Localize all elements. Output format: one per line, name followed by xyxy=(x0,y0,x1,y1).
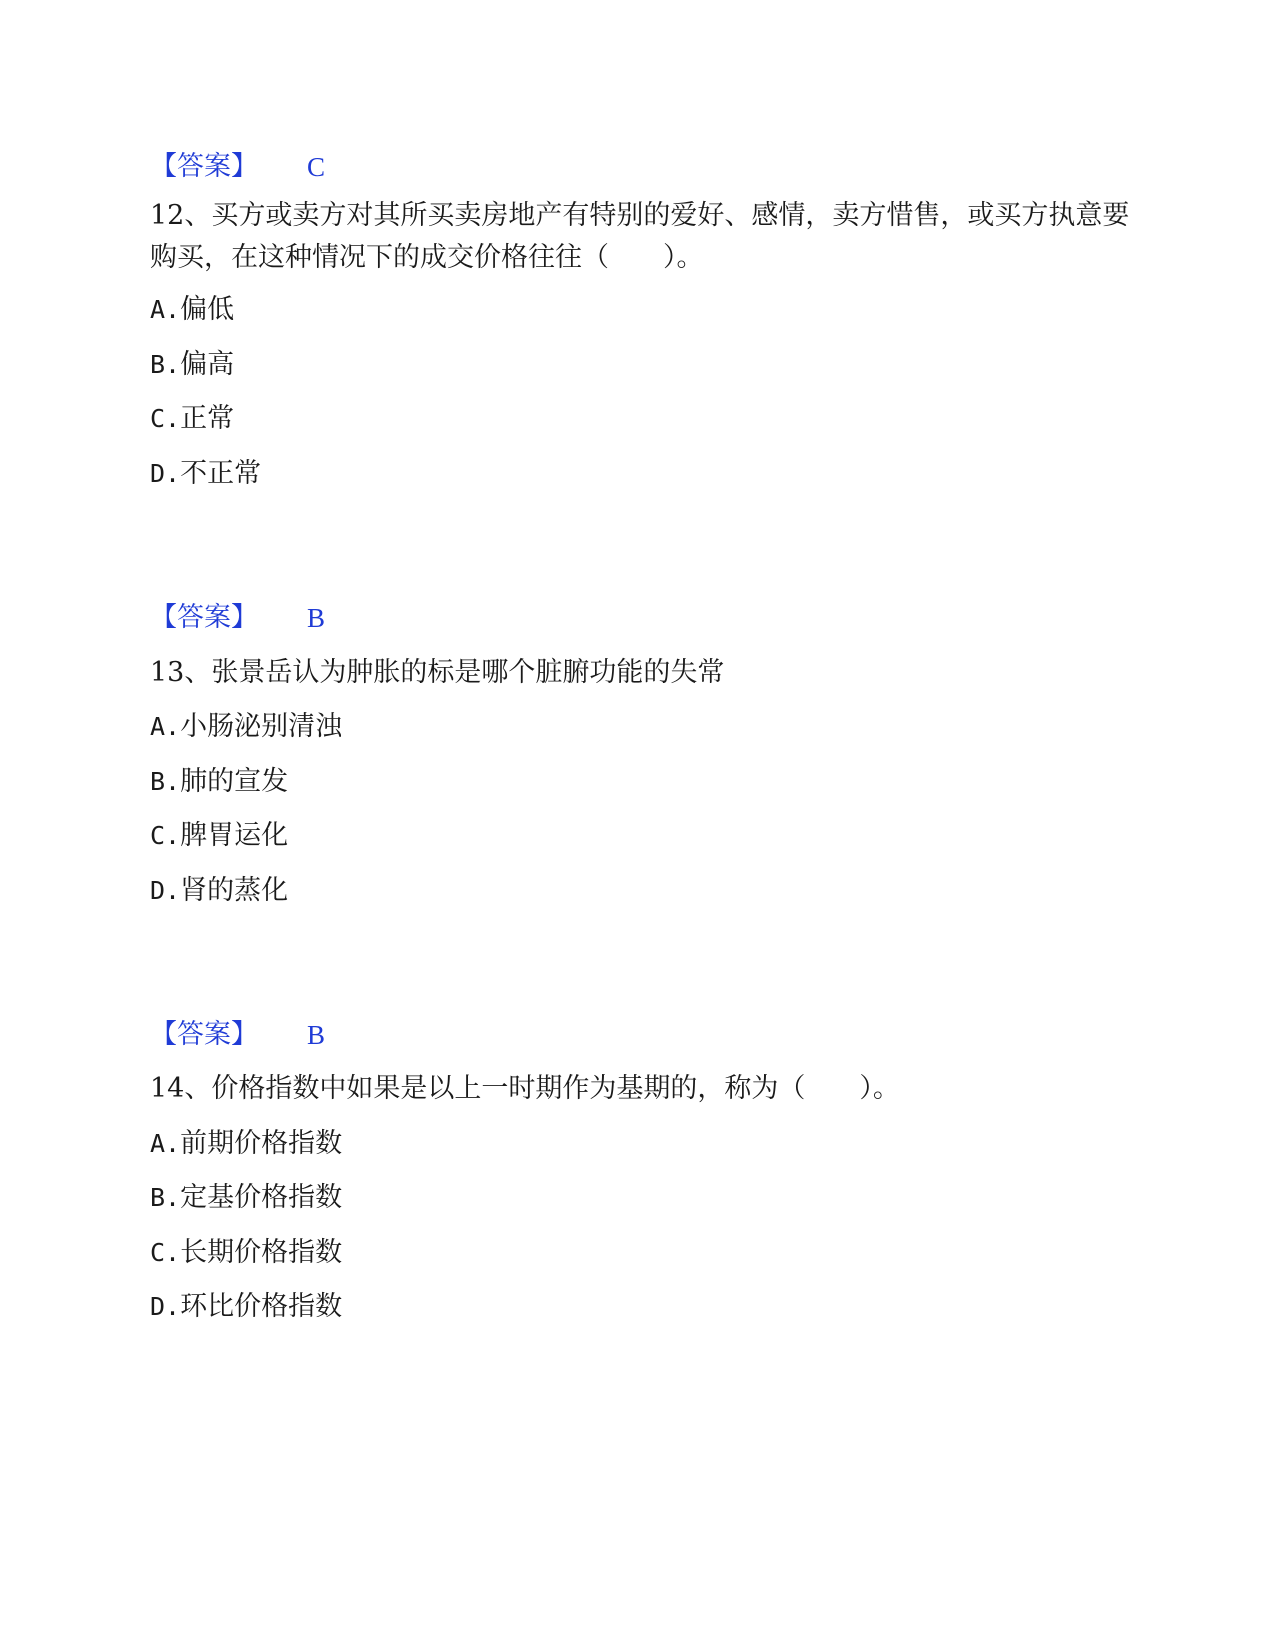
option-text: 前期价格指数 xyxy=(180,1128,343,1159)
answer-line xyxy=(150,598,326,638)
answer-label: 【答案】 xyxy=(150,151,258,182)
option-letter: C. xyxy=(150,821,181,850)
option-text: 不正常 xyxy=(180,458,262,489)
option-letter: B. xyxy=(150,350,181,379)
option-b xyxy=(150,345,234,385)
option-letter: B. xyxy=(150,767,181,796)
answer-value: B xyxy=(307,603,326,633)
option-d xyxy=(150,1287,342,1327)
option-d xyxy=(150,454,261,494)
question-text: 14、价格指数中如果是以上一时期作为基期的，称为（ ）。 xyxy=(150,1073,900,1104)
option-text: 环比价格指数 xyxy=(180,1291,343,1322)
option-letter: D. xyxy=(150,1292,181,1321)
option-a xyxy=(150,1124,342,1164)
option-text: 长期价格指数 xyxy=(180,1237,343,1268)
option-letter: D. xyxy=(150,876,181,905)
option-text: 定基价格指数 xyxy=(180,1182,343,1213)
option-text: 肾的蒸化 xyxy=(180,875,289,906)
answer-line xyxy=(150,1015,326,1055)
option-letter: A. xyxy=(150,295,181,324)
option-text: 偏低 xyxy=(180,294,235,325)
question-text: 13、张景岳认为肿胀的标是哪个脏腑功能的失常 xyxy=(150,657,725,688)
answer-line xyxy=(150,147,326,187)
option-letter: C. xyxy=(150,404,181,433)
option-text: 小肠泌别清浊 xyxy=(180,711,343,742)
option-b xyxy=(150,762,288,802)
answer-value: B xyxy=(307,1020,326,1050)
option-d xyxy=(150,871,288,911)
option-a xyxy=(150,290,234,330)
answer-value: C xyxy=(307,152,326,182)
answer-label: 【答案】 xyxy=(150,602,258,633)
option-c xyxy=(150,1233,342,1273)
answer-label: 【答案】 xyxy=(150,1019,258,1050)
option-letter: D. xyxy=(150,459,181,488)
option-text: 脾胃运化 xyxy=(180,820,289,851)
option-letter: C. xyxy=(150,1238,181,1267)
question-text: 12、买方或卖方对其所买卖房地产有特别的爱好、感情，卖方惜售，或买方执意要购买，在这种情况下的成交价格往往（ ）。 xyxy=(150,200,1130,273)
option-b xyxy=(150,1178,342,1218)
option-letter: B. xyxy=(150,1183,181,1212)
option-a xyxy=(150,707,342,747)
option-text: 肺的宣发 xyxy=(180,766,289,797)
option-letter: A. xyxy=(150,1129,181,1158)
option-c xyxy=(150,816,288,856)
option-text: 偏高 xyxy=(180,349,235,380)
option-text: 正常 xyxy=(180,403,235,434)
option-letter: A. xyxy=(150,712,181,741)
option-c xyxy=(150,399,234,439)
